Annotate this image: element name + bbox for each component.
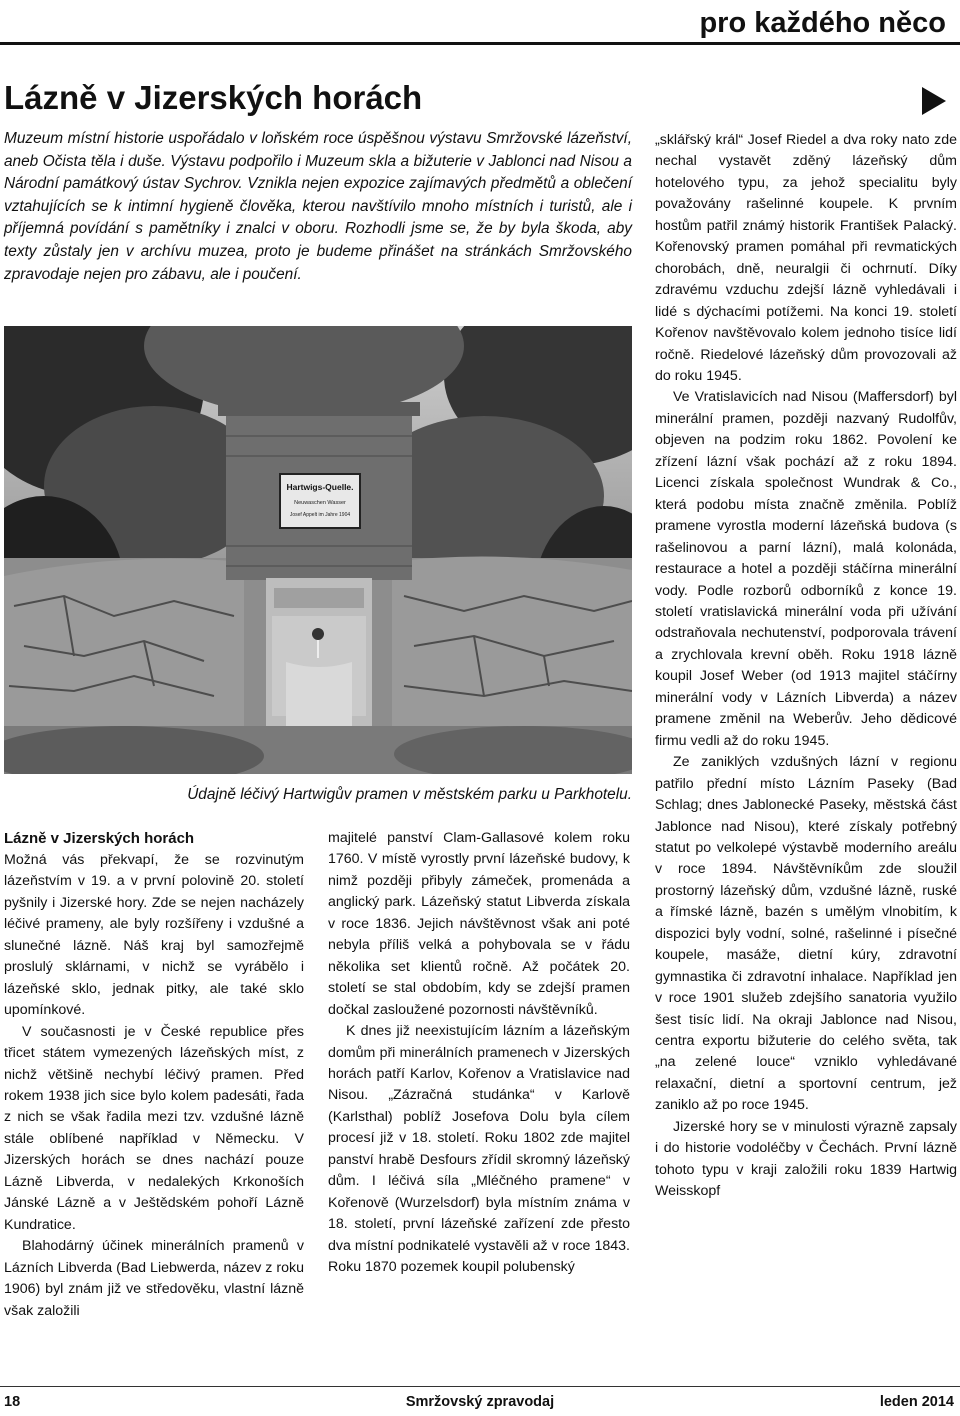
header-rule xyxy=(0,42,960,45)
photo-caption: Údajně léčivý Hartwigův pramen v městském parku u Parkhotelu. xyxy=(187,786,632,803)
paragraph: majitelé panství Clam-Gallasové kolem roku 1760. V místě vyrostly první lázeňské budovy, k nimž později přibyly zámeček, promenáda a anglický park. Lázeňský statut Libverda získala v roce 1836. Jejich návštěvnost však ani poté nebyla příliš velká a pohybovala se v řádu několika set klientů ročně. Až počátek 20. století se stal obdobím, kdy se zdejší pramen dočkal zasloužené pozornosti návštěvníků. xyxy=(328,830,630,1018)
page-number: 18 xyxy=(4,1394,21,1410)
sign-line-3: Josef Appelt im Jahre 1904 xyxy=(289,512,351,518)
article-title: Lázně v Jizerských horách xyxy=(4,79,423,116)
continue-arrow-icon xyxy=(922,87,946,115)
section-header xyxy=(0,0,960,46)
sign-line-2: Neuwaschen Wasser xyxy=(294,500,346,506)
column-2 xyxy=(328,828,630,1279)
paragraph: V současnosti je v České republice přes třicet státem vymezených lázeňských míst, z nichž většině nechybí léčivý pramen. Před rokem 1938 jich sice bylo kolem padesáti, řada z nich se však řadila mezi tzv. vzdušné lázně stále oblíbené například v Německu. V Jizerských horách se dnes nachází pouze Lázně Libverda, v nedalekých Krkonoších Jánské Lázně a v Ještědském pohoří Lázně Kundratice. xyxy=(4,1023,304,1233)
spring-photo xyxy=(4,326,632,774)
paragraph: Jizerské hory se v minulosti výrazně zapsaly i do historie vodoléčby v Čechách. První lázně tohoto typu v kraji založili roku 1839 Hartwig Weisskopf xyxy=(655,1118,957,1200)
sign-title: Hartwigs-Quelle. xyxy=(286,482,354,492)
paragraph: Ve Vratislavicích nad Nisou (Maffersdorf) byl minerální pramen, později nazvaný Rudolfův, objeven na podzim roku 1862. Povolení ke zřízení lázní však pochází až z roku 1894. Licenci získala společnost Wundrak & Co., která podobu místa značně změnila. Poblíž pramene vyrostla moderní lázeňská budova (s rašelinovou a parní lázní), malá kolonáda, restaurace a hotel a později stáčírna minerální vody. Podle rozborů odborníků z konce 19. století vratislavická minerální voda při užívání odstraňovala nechutenství, podporovala trávení a zrychlovala krevní oběh. Roku 1918 lázně koupil Josef Weber (od 1913 majitel stáčírny minerální vody v Lázních Libverda) a název pramene změnil na Weberův. Jeho dědicové firmu vedli až do roku 1945. xyxy=(655,389,957,749)
issue-date: leden 2014 xyxy=(879,1394,954,1410)
subheading: Lázně v Jizerských horách xyxy=(4,830,195,847)
paragraph: Blahodárný účinek minerálních pramenů v Lázních Libverda (Bad Liebwerda, název z roku 1906) byl znám již ve středověku, vlastní lázně však založili xyxy=(4,1238,304,1319)
section-label: pro každého něco xyxy=(699,7,946,39)
column-3 xyxy=(655,130,957,1203)
column-1 xyxy=(4,828,304,1322)
article-lead: Muzeum místní historie uspořádalo v loňském roce úspěšnou výstavu Smržovské lázeňství, aneb Očista těla i duše. Výstavu podpořilo i Muzeum skla a bižuterie v Jablonci nad Nisou a Národní památkový ústav Sychrov. Vznikla nejen expozice zajímavých předmětů a oblečení vztahujících se k intimní hygieně člověka, kterou navštívilo mnoho místních i turistů, ale i příjemná povídání s pamětníky i znalci v oboru. Rozhodli jsme se, že by byla škoda, aby texty zůstaly jen v archívu muzea, proto je budeme přinášet na stránkách Smržovského zpravodaje nejen pro zábavu, ale i poučení. xyxy=(4,130,632,283)
publication-name: Smržovský zpravodaj xyxy=(405,1394,555,1410)
paragraph: Možná vás překvapí, že se rozvinutým lázeňstvím v 19. a v první polovině 20. století pyšnily i Jizerské hory. Zde se nejen nacházely léčivé prameny, ale byly rozšířeny i vzdušné a slunečné lázně. Náš kraj byl samozřejmě proslulý sklárnami, v nichž se vyrábělo i lázeňské sklo, jednak pitky, ale také sklo upomínkové. xyxy=(4,852,304,1019)
paragraph: Ze zaniklých vzdušných lázní v regionu patřilo přední místo Lázním Paseky (Bad Schlag; dnes Jablonecké Paseky, městská část Jablonce nad Nisou), které získaly potřebný statut po velkolepé výstavbě moderního areálu v roce 1894. Návštěvníkům zde sloužil prostorný lázeňský dům, vzdušné lázně, ruské a římské lázně, bazén s umělým vlnobitím, k dispozici byly vodní, solné, rašelinné i písečné koupele, masáže, dietní kúry, zdravotní gymnastika či zdravotní inhalace. Například jen v roce 1901 služeb zdejšího sanatoria využilo šest tisíc lidí. Na okraji Jablonce nad Nisou, centra exportu bižuterie do celého světa, tak „na zelené louce“ vzniklo vyhledávané relaxační, dietní a sportovní centrum, jež zaniklo až po roce 1945. xyxy=(655,754,957,1114)
paragraph: K dnes již neexistujícím lázním a lázeňským domům při minerálních pramenech v Jizerských horách patří Karlov, Kořenov a Vratislavice nad Nisou. „Zázračná studánka“ v Karlově (Karlsthal) poblíž Josefova Dolu byla cílem procesí již v 18. století. Roku 1802 zde majitel panství hrabě Desfours zřídil skromný lázeňský dům. I léčivá síla „Mléčného pramene“ v Kořenově (Wurzelsdorf) byla místním známa v 18. století, první lázeňské zařízení zde přesto dva místní podnikatelé vystavěli až v roce 1843. Roku 1870 pozemek koupil polubenský xyxy=(328,1023,630,1276)
footer-rule xyxy=(0,1386,960,1387)
paragraph: „sklářský král“ Josef Riedel a dva roky nato zde nechal vystavět zděný lázeňský dům hotelového typu, za jehož specialitu byly považovány rašelinné koupele. K prvním hostům patřil známý historik František Palacký. Kořenovský pramen pomáhal při revmatických chorobách, dně, neuralgii či ochrnutí. Díky zdravému vzduchu zdejší lázně vyhledávali i lidé s dýchacími potížemi. Na konci 19. století Kořenov navštěvovalo kolem jednoho tisíce lidí ročně. Riedelové lázeňský dům provozovali až do roku 1945. xyxy=(655,132,957,384)
